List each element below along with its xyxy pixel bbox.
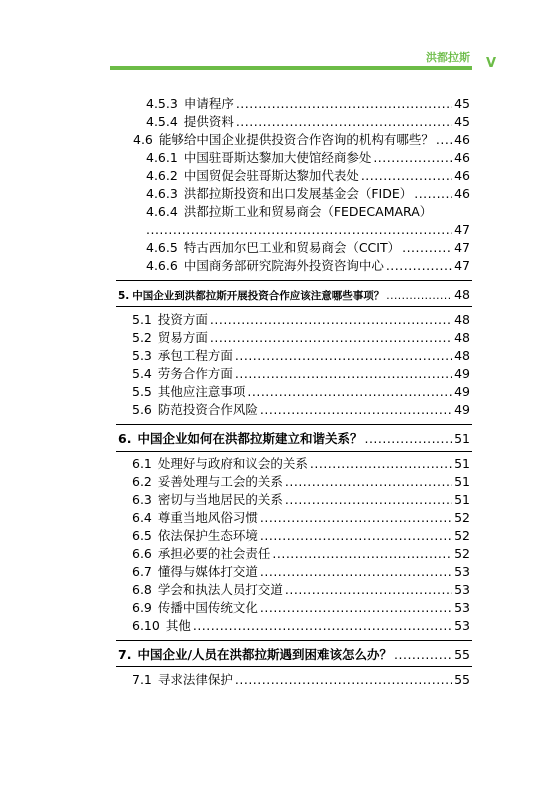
toc-entry[interactable] — [146, 257, 470, 275]
toc-entry[interactable] — [132, 365, 470, 383]
leader-dots — [260, 599, 452, 617]
section-divider — [116, 640, 472, 641]
section-divider — [116, 666, 472, 667]
toc-entry[interactable] — [146, 167, 470, 185]
toc-title: 尊重当地风俗习惯 — [157, 510, 258, 525]
toc-page: 51 — [454, 474, 470, 489]
toc-number: 5.1 — [132, 312, 152, 327]
leader-dots — [373, 149, 452, 167]
toc-page: 53 — [454, 618, 470, 633]
toc-title: 妥善处理与工会的关系 — [157, 474, 283, 489]
leader-dots — [210, 329, 452, 347]
toc-page: 47 — [454, 258, 470, 273]
header-title: 洪都拉斯 — [426, 51, 470, 64]
toc-title: 承担必要的社会责任 — [157, 546, 271, 561]
toc-title: 洪都拉斯工业和贸易商会（FEDECAMARA） — [183, 204, 433, 219]
toc-page: 51 — [454, 431, 470, 446]
toc-entry[interactable] — [132, 311, 470, 329]
toc-title: 特古西加尔巴工业和贸易商会（CCIT） — [183, 240, 401, 255]
toc-page: 46 — [454, 150, 470, 165]
leader-dots — [414, 185, 452, 203]
leader-dots — [272, 545, 452, 563]
toc-title: 其他应注意事项 — [157, 384, 246, 399]
toc-number: 6.6 — [132, 546, 152, 561]
toc-number: 5.2 — [132, 330, 152, 345]
toc-entry[interactable] — [132, 581, 470, 599]
section-divider — [116, 306, 472, 307]
toc-number: 5. — [118, 290, 130, 302]
leader-dots — [402, 239, 452, 257]
toc-title: 寻求法律保护 — [157, 672, 233, 687]
toc-entry[interactable] — [132, 671, 470, 689]
toc-number: 6.2 — [132, 474, 152, 489]
leader-dots — [235, 365, 452, 383]
toc-entry[interactable] — [132, 617, 470, 635]
toc-title: 承包工程方面 — [157, 348, 233, 363]
toc-title: 其他 — [165, 618, 191, 633]
leader-dots — [260, 509, 452, 527]
leader-dots — [364, 430, 452, 448]
leader-dots — [193, 617, 452, 635]
toc-page: 45 — [454, 96, 470, 111]
toc-entry[interactable] — [132, 347, 470, 365]
toc-title: 贸易方面 — [157, 330, 208, 345]
toc-entry[interactable] — [132, 545, 470, 563]
toc-title: 密切与当地居民的关系 — [157, 492, 283, 507]
toc-page: 49 — [454, 402, 470, 417]
toc-entry[interactable] — [132, 563, 470, 581]
leader-dots — [285, 491, 452, 509]
toc-number: 4.6.4 — [146, 204, 178, 219]
toc-title: 防范投资合作风险 — [157, 402, 258, 417]
toc-number: 6.10 — [132, 618, 160, 633]
toc-page: 48 — [454, 330, 470, 345]
toc-number: 4.5.3 — [146, 96, 178, 111]
toc-page: 46 — [454, 168, 470, 183]
toc-number: 4.6.5 — [146, 240, 178, 255]
toc-number: 4.5.4 — [146, 114, 178, 129]
toc-title: 劳务合作方面 — [157, 366, 233, 381]
toc-page: 49 — [454, 384, 470, 399]
toc-page: 47 — [454, 222, 470, 237]
toc-page: 53 — [454, 600, 470, 615]
toc-entry[interactable] — [132, 491, 470, 509]
toc-page: 46 — [454, 132, 470, 147]
toc-entry[interactable] — [132, 383, 470, 401]
toc-entry[interactable] — [118, 646, 470, 664]
toc-number: 5.5 — [132, 384, 152, 399]
toc-entry[interactable] — [133, 131, 470, 149]
toc-number: 6.8 — [132, 582, 152, 597]
toc-title: 中国企业如何在洪都拉斯建立和谐关系？ — [137, 431, 363, 446]
toc-entry[interactable] — [132, 527, 470, 545]
toc-entry[interactable] — [146, 185, 470, 203]
toc-page: 48 — [454, 312, 470, 327]
toc-number: 5.6 — [132, 402, 152, 417]
toc-number: 6.5 — [132, 528, 152, 543]
leader-dots — [236, 95, 452, 113]
toc-entry[interactable] — [132, 599, 470, 617]
leader-dots — [285, 473, 452, 491]
toc-entry[interactable] — [118, 286, 470, 305]
toc-page: 51 — [454, 492, 470, 507]
toc-entry[interactable] — [118, 430, 470, 448]
toc-page: 47 — [454, 240, 470, 255]
leader-dots — [260, 527, 452, 545]
toc-title: 提供资料 — [183, 114, 234, 129]
toc-page: 45 — [454, 114, 470, 129]
toc-entry[interactable] — [132, 473, 470, 491]
toc-page: 52 — [454, 528, 470, 543]
toc-entry[interactable] — [146, 239, 470, 257]
toc-number: 7.1 — [132, 672, 152, 687]
toc-entry[interactable] — [132, 509, 470, 527]
toc-number: 6.1 — [132, 456, 152, 471]
leader-dots — [285, 581, 452, 599]
toc-number: 4.6.3 — [146, 186, 178, 201]
toc-number: 4.6.6 — [146, 258, 178, 273]
toc-number: 4.6 — [133, 132, 153, 147]
toc-page: 53 — [454, 582, 470, 597]
toc-number: 6.9 — [132, 600, 152, 615]
leader-dots — [394, 646, 452, 664]
header-rule — [110, 66, 472, 70]
toc-title: 依法保护生态环境 — [157, 528, 258, 543]
toc-page: 52 — [454, 546, 470, 561]
section-divider — [116, 451, 472, 452]
toc-title: 中国驻哥斯达黎加大使馆经商参处 — [183, 150, 372, 165]
leader-dots — [236, 113, 452, 131]
leader-dots — [235, 671, 452, 689]
leader-dots — [247, 383, 452, 401]
toc-entry[interactable] — [146, 203, 470, 221]
toc-title: 学会和执法人员打交道 — [157, 582, 283, 597]
toc-title: 能够给中国企业提供投资合作咨询的机构有哪些？ — [158, 132, 434, 147]
toc-number: 5.3 — [132, 348, 152, 363]
toc-page: 48 — [454, 287, 470, 302]
toc-title: 懂得与媒体打交道 — [157, 564, 258, 579]
leader-dots — [235, 347, 452, 365]
toc-page: 49 — [454, 366, 470, 381]
toc-entry[interactable] — [146, 95, 470, 113]
leader-dots — [210, 311, 452, 329]
toc-entry[interactable] — [132, 401, 470, 419]
toc-number: 4.6.2 — [146, 168, 178, 183]
toc-number: 6.7 — [132, 564, 152, 579]
toc-page: 46 — [454, 186, 470, 201]
section-divider — [116, 280, 472, 281]
toc-title: 处理好与政府和议会的关系 — [157, 456, 308, 471]
toc-number: 4.6.1 — [146, 150, 178, 165]
leader-dots — [146, 221, 452, 239]
toc-title: 申请程序 — [183, 96, 234, 111]
toc-number: 5.4 — [132, 366, 152, 381]
leader-dots — [386, 257, 452, 275]
leader-dots — [361, 167, 452, 185]
toc-title: 中国商务部研究院海外投资咨询中心 — [183, 258, 384, 273]
leader-dots — [260, 563, 452, 581]
toc-entry[interactable] — [132, 455, 470, 473]
toc-title: 传播中国传统文化 — [157, 600, 258, 615]
toc-page: 53 — [454, 564, 470, 579]
toc-number: 6.4 — [132, 510, 152, 525]
toc-title: 中国贸促会驻哥斯达黎加代表处 — [183, 168, 359, 183]
toc-entry[interactable] — [146, 149, 470, 167]
toc-page: 55 — [454, 647, 470, 662]
toc-entry[interactable] — [146, 113, 470, 131]
toc-title: 投资方面 — [157, 312, 208, 327]
leader-dots — [436, 131, 452, 149]
toc-number: 6. — [118, 431, 132, 446]
leader-dots — [260, 401, 452, 419]
toc-number: 7. — [118, 647, 132, 662]
toc-page: 52 — [454, 510, 470, 525]
toc-title: 中国企业/人员在洪都拉斯遇到困难该怎么办？ — [137, 647, 393, 662]
toc-page: 48 — [454, 348, 470, 363]
toc-title: 中国企业到洪都拉斯开展投资合作应该注意哪些事项？ — [132, 290, 385, 302]
toc-entry[interactable] — [132, 329, 470, 347]
toc-page: 55 — [454, 672, 470, 687]
section-divider — [116, 424, 472, 425]
toc-title: 洪都拉斯投资和出口发展基金会（FIDE） — [183, 186, 413, 201]
toc-entry-continuation[interactable] — [146, 221, 470, 239]
toc-page: 51 — [454, 456, 470, 471]
leader-dots — [386, 287, 452, 305]
leader-dots — [310, 455, 452, 473]
page-number: V — [486, 56, 497, 71]
toc-number: 6.3 — [132, 492, 152, 507]
